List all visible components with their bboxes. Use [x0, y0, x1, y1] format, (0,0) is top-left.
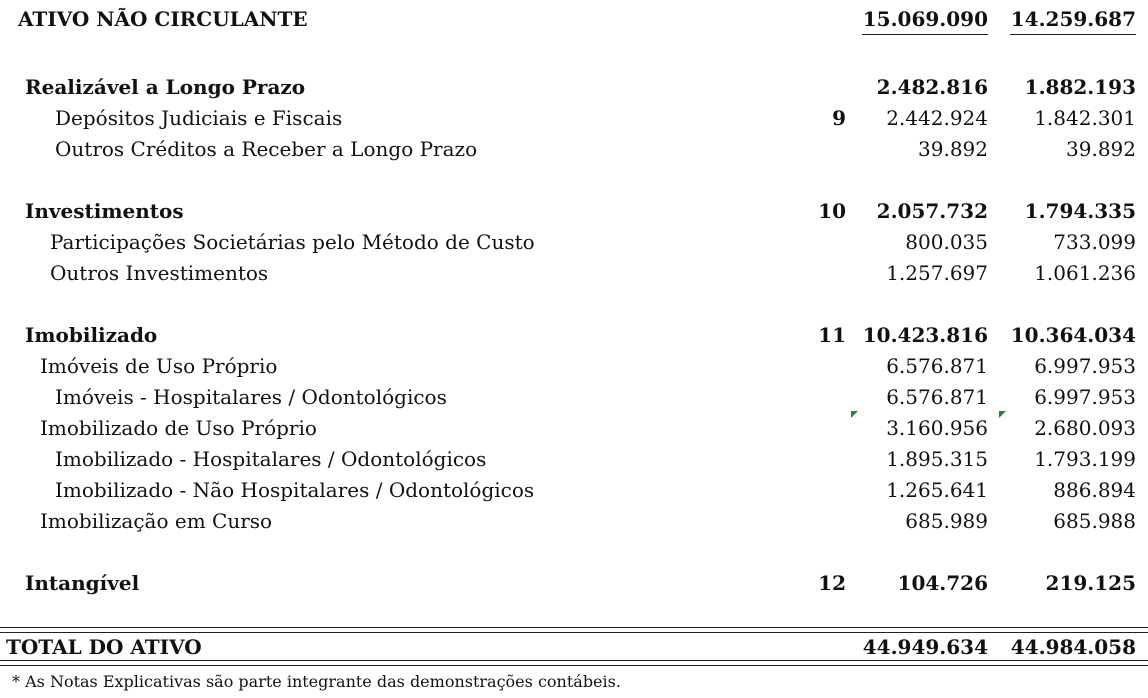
label-participacoes-societarias: Participações Societárias pelo Método de Custo [50, 230, 535, 254]
value-imoveis-uso-proprio-col1: 6.576.871 [886, 354, 988, 378]
value-realizavel-col1: 2.482.816 [876, 75, 988, 99]
value-imoveis-uso-proprio-col2: 6.997.953 [1034, 354, 1136, 378]
value-total-col2: 44.984.058 [1010, 635, 1136, 659]
label-outros-investimentos: Outros Investimentos [50, 261, 269, 285]
value-participacoes-col2: 733.099 [1053, 230, 1136, 254]
value-outros-creditos-col1: 39.892 [918, 137, 988, 161]
value-depositos-col2: 1.842.301 [1034, 106, 1136, 130]
row-total-do-ativo [0, 632, 1148, 662]
label-imobilizado-uso-proprio: Imobilizado de Uso Próprio [40, 416, 317, 440]
cell-comment-marker [851, 411, 858, 418]
row-investimentos [0, 196, 1148, 226]
label-imoveis-uso-proprio: Imóveis de Uso Próprio [40, 354, 278, 378]
label-total-do-ativo: TOTAL DO ATIVO [6, 635, 202, 659]
row-realizavel-longo-prazo [0, 72, 1148, 102]
label-imobilizado-nao-hospitalares: Imobilizado - Não Hospitalares / Odontológicos [55, 478, 535, 502]
row-imobilizado-uso-proprio [0, 413, 1148, 443]
value-imoveis-hospitalares-col2: 6.997.953 [1034, 385, 1136, 409]
value-total-col1: 44.949.634 [862, 635, 988, 659]
value-ativo-nao-circulante-col2: 14.259.687 [1010, 7, 1136, 31]
row-imobilizacao-em-curso [0, 506, 1148, 536]
value-investimentos-col1: 2.057.732 [876, 199, 988, 223]
value-imobilizado-nao-hospitalares-col2: 886.894 [1053, 478, 1136, 502]
value-imobilizado-hospitalares-col1: 1.895.315 [886, 447, 988, 471]
label-imobilizacao-em-curso: Imobilização em Curso [40, 509, 273, 533]
total-bottom-rule [0, 660, 1148, 666]
row-imobilizado [0, 320, 1148, 350]
label-investimentos: Investimentos [25, 199, 184, 223]
value-imoveis-hospitalares-col1: 6.576.871 [886, 385, 988, 409]
row-outros-creditos [0, 134, 1148, 164]
value-imobilizado-col1: 10.423.816 [862, 323, 988, 347]
value-imobilizado-col2: 10.364.034 [1010, 323, 1136, 347]
row-imobilizado-nao-hospitalares [0, 475, 1148, 505]
row-imoveis-uso-proprio [0, 351, 1148, 381]
value-imobilizacao-em-curso-col2: 685.988 [1053, 509, 1136, 533]
note-imobilizado: 11 [818, 323, 846, 347]
value-outros-creditos-col2: 39.892 [1066, 137, 1136, 161]
note-intangivel: 12 [818, 571, 846, 595]
value-imobilizado-nao-hospitalares-col1: 1.265.641 [886, 478, 988, 502]
label-realizavel-longo-prazo: Realizável a Longo Prazo [25, 75, 306, 99]
value-realizavel-col2: 1.882.193 [1024, 75, 1136, 99]
footnote: * As Notas Explicativas são parte integrante das demonstrações contábeis. [12, 672, 621, 691]
row-participacoes-societarias [0, 227, 1148, 257]
value-depositos-col1: 2.442.924 [886, 106, 988, 130]
label-outros-creditos: Outros Créditos a Receber a Longo Prazo [55, 137, 478, 161]
row-depositos-judiciais [0, 103, 1148, 133]
value-imobilizacao-em-curso-col1: 685.989 [905, 509, 988, 533]
cell-comment-marker [999, 411, 1006, 418]
value-intangivel-col1: 104.726 [897, 571, 988, 595]
row-ativo-nao-circulante [0, 4, 1148, 34]
value-imobilizado-hospitalares-col2: 1.793.199 [1034, 447, 1136, 471]
underline-col1 [862, 34, 988, 35]
value-ativo-nao-circulante-col1: 15.069.090 [862, 7, 988, 31]
value-outros-investimentos-col1: 1.257.697 [886, 261, 988, 285]
value-imobilizado-uso-proprio-col2: 2.680.093 [1034, 416, 1136, 440]
label-ativo-nao-circulante: ATIVO NÃO CIRCULANTE [18, 7, 308, 31]
value-participacoes-col1: 800.035 [905, 230, 988, 254]
value-outros-investimentos-col2: 1.061.236 [1034, 261, 1136, 285]
row-imobilizado-hospitalares [0, 444, 1148, 474]
label-imobilizado-hospitalares: Imobilizado - Hospitalares / Odontológicos [55, 447, 487, 471]
value-intangivel-col2: 219.125 [1045, 571, 1136, 595]
value-investimentos-col2: 1.794.335 [1024, 199, 1136, 223]
label-intangivel: Intangível [25, 571, 140, 595]
label-imobilizado: Imobilizado [25, 323, 158, 347]
note-depositos-judiciais: 9 [832, 106, 846, 130]
label-imoveis-hospitalares: Imóveis - Hospitalares / Odontológicos [55, 385, 447, 409]
label-depositos-judiciais: Depósitos Judiciais e Fiscais [55, 106, 343, 130]
row-intangivel [0, 568, 1148, 598]
value-imobilizado-uso-proprio-col1: 3.160.956 [886, 416, 988, 440]
row-imoveis-hospitalares [0, 382, 1148, 412]
row-outros-investimentos [0, 258, 1148, 288]
note-investimentos: 10 [818, 199, 846, 223]
underline-col2 [1010, 34, 1136, 35]
